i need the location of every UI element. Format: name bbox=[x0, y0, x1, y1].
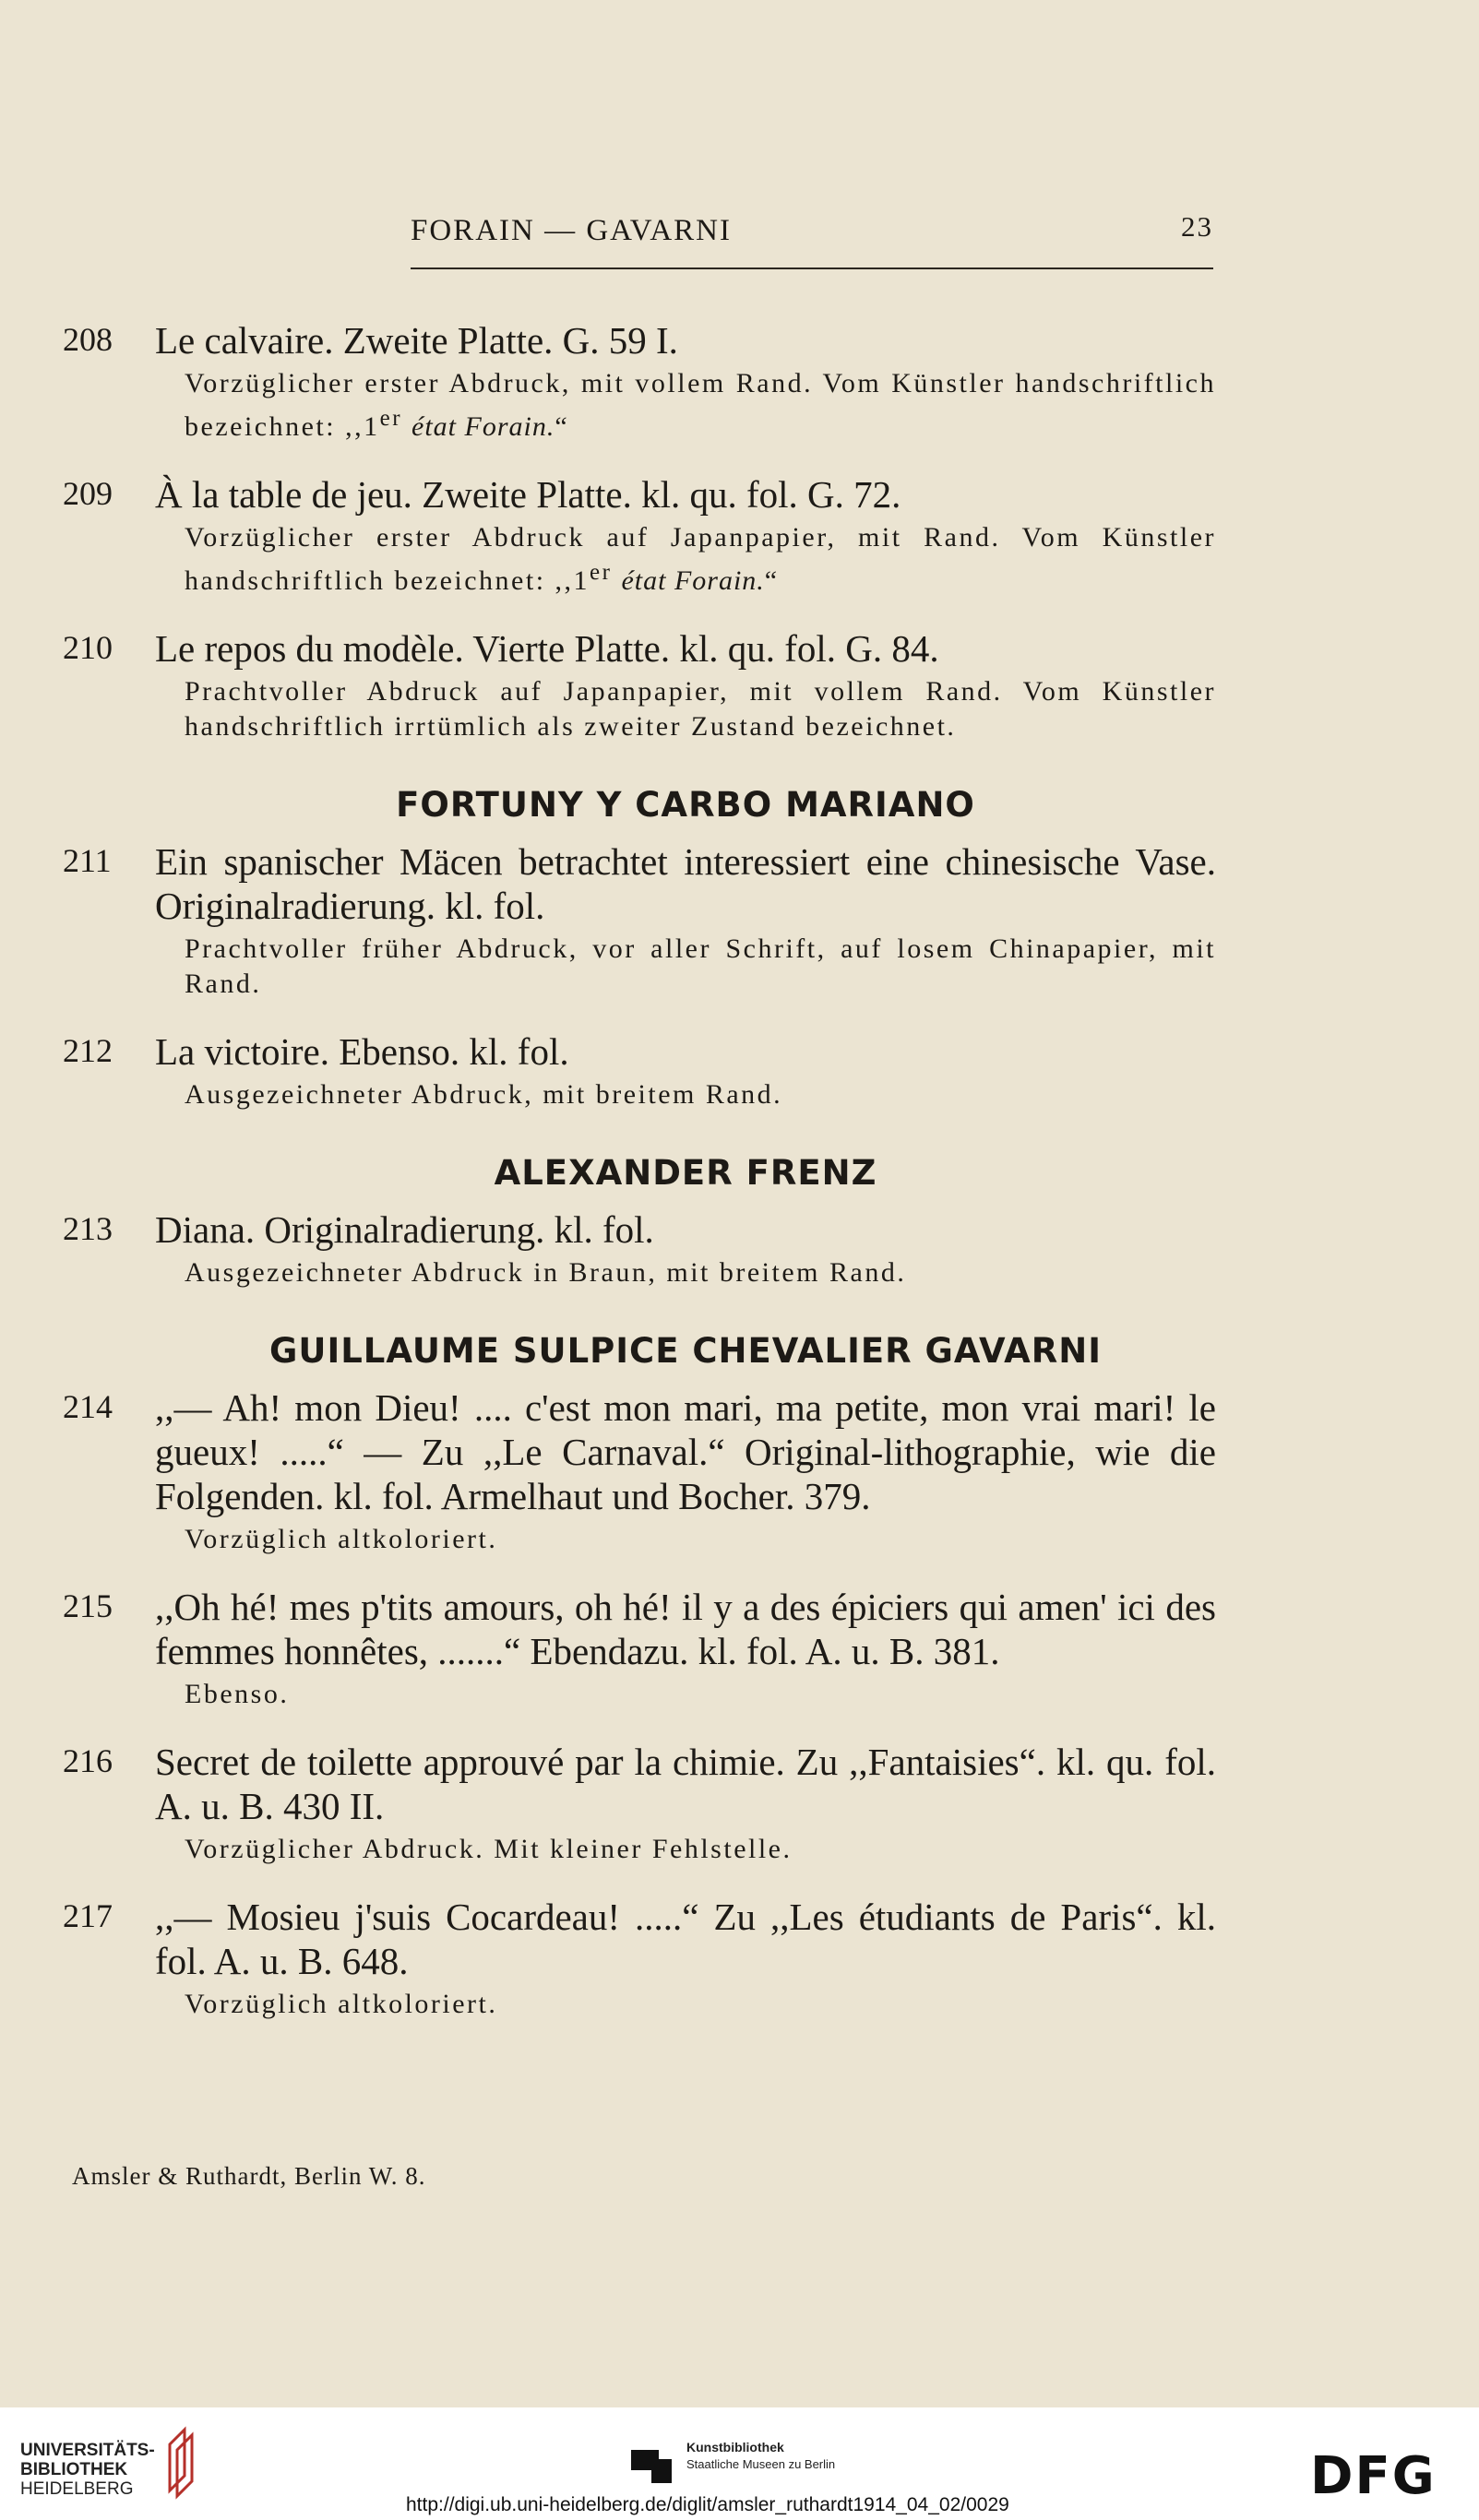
entry-title: Le calvaire. Zweite Platte. G. 59 I. bbox=[155, 319, 678, 362]
entry-condition-note: Prachtvoller Abdruck auf Japanpapier, mit vollem Rand. Vom Künstler handschriftlich irrtümlich als zweiter Zustand bezeichnet. bbox=[185, 676, 1216, 742]
catalog-entry bbox=[63, 839, 1216, 1002]
section-heading-frenz: ALEXANDER FRENZ bbox=[494, 1153, 877, 1193]
entry-number: 210 bbox=[63, 629, 113, 666]
ub-heidelberg-text: UNIVERSITÄTS- BIBLIOTHEK HEIDELBERG bbox=[20, 2441, 155, 2499]
section-heading-fortuny: FORTUNY Y CARBO MARIANO bbox=[396, 785, 975, 825]
catalog-entry bbox=[63, 1029, 1216, 1112]
digitization-footer bbox=[0, 2407, 1479, 2520]
entries-forain bbox=[63, 318, 1216, 744]
catalog-entry bbox=[63, 1740, 1216, 1867]
kunstbibliothek-text: Kunstbibliothek Staatliche Museen zu Berlin bbox=[686, 2440, 836, 2471]
dfg-logo: DFG bbox=[1310, 2446, 1437, 2506]
entries-gavarni bbox=[63, 1385, 1216, 2022]
entry-condition-note: Ausgezeichneter Abdruck in Braun, mit breitem Rand. bbox=[185, 1257, 907, 1288]
entry-number: 213 bbox=[63, 1210, 113, 1247]
entry-title: Ein spanischer Mäcen betrachtet interessiert eine chinesische Vase. Originalradierung. kl. fol. bbox=[155, 840, 1216, 927]
entry-condition-note: Vorzüglich altkoloriert. bbox=[185, 1989, 498, 2019]
section-heading-gavarni: GUILLAUME SULPICE CHEVALIER GAVARNI bbox=[269, 1331, 1102, 1371]
entry-title: À la table de jeu. Zweite Platte. kl. qu. fol. G. 72. bbox=[155, 473, 901, 516]
catalog-entry bbox=[63, 318, 1216, 445]
entry-title: Diana. Originalradierung. kl. fol. bbox=[155, 1208, 654, 1251]
running-head-title: FORAIN — GAVARNI bbox=[411, 214, 732, 247]
entry-number: 208 bbox=[63, 321, 113, 358]
entry-title: La victoire. Ebenso. kl. fol. bbox=[155, 1030, 569, 1073]
catalog-entry bbox=[63, 1585, 1216, 1712]
entry-condition-note: Prachtvoller früher Abdruck, vor aller Schrift, auf losem Chinapapier, mit Rand. bbox=[185, 933, 1216, 999]
entry-title: ,,— Mosieu j'suis Cocardeau! .....“ Zu ,,Les étudiants de Paris“. kl. fol. A. u. B. 648. bbox=[155, 1896, 1216, 1982]
catalog-entry bbox=[63, 1895, 1216, 2022]
catalog-entry bbox=[63, 626, 1216, 744]
entry-number: 214 bbox=[63, 1388, 113, 1425]
page-number: 23 bbox=[1181, 210, 1213, 243]
catalog-content bbox=[63, 318, 1216, 2050]
entry-title: Secret de toilette approuvé par la chimie. Zu ,,Fantaisies“. kl. qu. fol. A. u. B. 430 II. bbox=[155, 1741, 1216, 1827]
catalog-entry bbox=[63, 472, 1216, 599]
catalog-entry bbox=[63, 1385, 1216, 1557]
source-url-link[interactable]: http://digi.ub.uni-heidelberg.de/diglit/amsler_ruthardt1914_04_02/0029 bbox=[406, 2494, 1009, 2515]
header-rule bbox=[411, 267, 1213, 269]
kunstbibliothek-logo-icon bbox=[631, 2443, 672, 2483]
entry-number: 211 bbox=[63, 842, 112, 879]
entry-condition-note: Vorzüglicher erster Abdruck auf Japanpapier, mit Rand. Vom Künstler handschriftlich bezeichnet: ,,1er état Forain.“ bbox=[185, 522, 1216, 596]
ub-logo-icon bbox=[157, 2426, 203, 2500]
entry-condition-note: Vorzüglich altkoloriert. bbox=[185, 1524, 498, 1554]
entries-fortuny bbox=[63, 839, 1216, 1112]
entry-title: ,,Oh hé! mes p'tits amours, oh hé! il y a des épiciers qui amen' ici des femmes honnêtes, .......“ Ebendazu. kl. fol. A. u. B. 381. bbox=[155, 1586, 1216, 1672]
publisher-imprint: Amsler & Ruthardt, Berlin W. 8. bbox=[72, 2162, 426, 2190]
entry-title: Le repos du modèle. Vierte Platte. kl. qu. fol. G. 84. bbox=[155, 627, 939, 670]
entry-number: 209 bbox=[63, 475, 113, 512]
entry-number: 217 bbox=[63, 1897, 113, 1934]
catalog-entry bbox=[63, 1207, 1216, 1290]
entry-number: 212 bbox=[63, 1032, 113, 1069]
entry-condition-note: Ebenso. bbox=[185, 1679, 290, 1709]
entry-number: 216 bbox=[63, 1742, 113, 1779]
entry-condition-note: Vorzüglicher Abdruck. Mit kleiner Fehlstelle. bbox=[185, 1834, 793, 1864]
entry-condition-note: Vorzüglicher erster Abdruck, mit vollem Rand. Vom Künstler handschriftlich bezeichnet: ,,1er état Forain.“ bbox=[185, 368, 1216, 442]
entry-title: ,,— Ah! mon Dieu! .... c'est mon mari, ma petite, mon vrai mari! le gueux! .....“ — Zu ,,Le Carnaval.“ Original-lithographie, wie die Folgenden. kl. fol. Armelhaut und Bocher. 379. bbox=[155, 1386, 1216, 1517]
entry-condition-note: Ausgezeichneter Abdruck, mit breitem Rand. bbox=[185, 1079, 783, 1110]
entry-number: 215 bbox=[63, 1587, 113, 1624]
entries-frenz bbox=[63, 1207, 1216, 1290]
